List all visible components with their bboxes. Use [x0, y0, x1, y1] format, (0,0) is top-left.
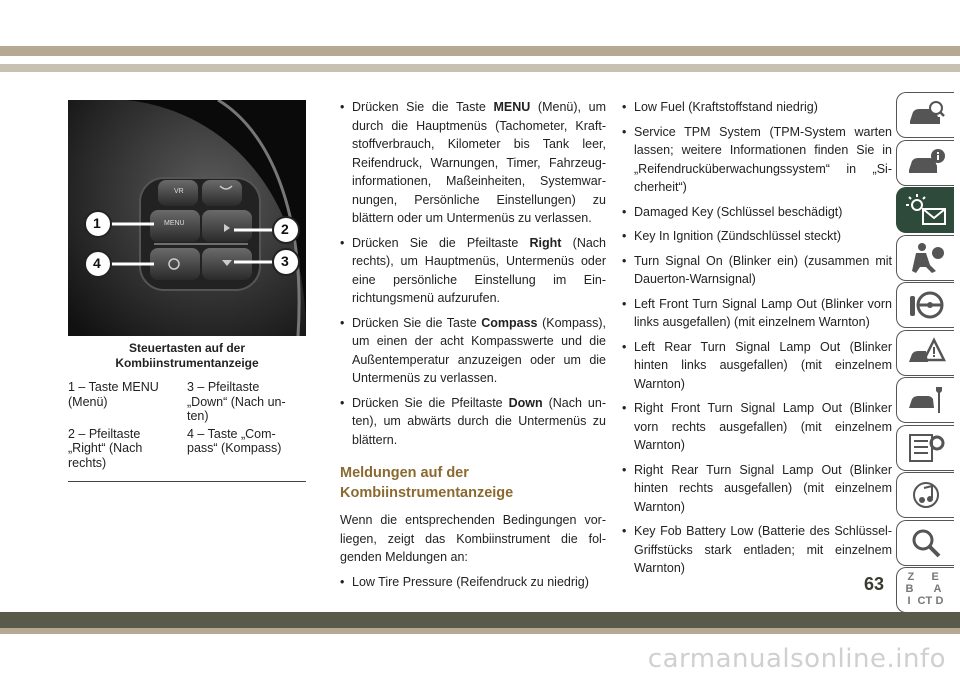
bullet-dot: • [622, 296, 627, 311]
tab-specifications[interactable] [896, 425, 954, 471]
legend-item: 2 – Pfeiltaste „Right“ (Nach rechts) [68, 426, 143, 470]
list-item: • Drücken Sie die Taste MENU (Menü), um durch die Hauptmenüs (Tachometer, Kraft-stoffverbrauch, Kilometer bis Tank leer, Reifendruck, Warnungen, Timer, Fahrzeug-informationen, Maßeinheiten, Systemwar-nungen, Persönliche Einstellungen) zu blättern oder um Untermenüs zu verlassen. [340, 98, 606, 228]
list-item: • Key Fob Battery Low (Batterie des Schlüssel-Griffstücks stark entladen; mit einzelnem Warnton) [622, 522, 892, 578]
bullet-dot: • [622, 100, 627, 114]
top-stripe-light [0, 64, 960, 72]
car-info-icon [906, 147, 946, 179]
legend-item: 3 – Pfeiltaste „Down“ (Nach un-ten) [187, 380, 286, 423]
tab-search[interactable] [896, 520, 954, 566]
list-item: • Service TPM System (TPM-System warten lassen; weitere Informationen finden Sie in „Reifendrucküberwachungssystem“ in „Si-cherheit“) [622, 123, 892, 197]
bottom-stripe-dark [0, 612, 960, 628]
bottom-stripe-light [0, 628, 960, 634]
callout-2: 2 [281, 221, 289, 237]
bullet-dot: • [622, 462, 627, 477]
list-item: • Left Front Turn Signal Lamp Out (Blinker vorn links ausgefallen) (mit einzelnem Warnton) [622, 295, 892, 332]
tab-dashboard-warnings[interactable] [896, 187, 954, 233]
text-column-middle [340, 98, 606, 597]
airbag-person-icon [906, 241, 946, 275]
checklist-gear-icon [906, 431, 946, 465]
bullet-dot: • [622, 204, 627, 219]
car-search-icon [906, 99, 946, 131]
chapter-tabs [896, 92, 954, 615]
bullet-dot: • [622, 124, 627, 139]
car-warning-triangle-icon [906, 336, 946, 370]
list-item: • Right Rear Turn Signal Lamp Out (Blinker hinten rechts ausgefallen) (mit einzelnem Warnton) [622, 461, 892, 517]
list-item: • Key In Ignition (Zündschlüssel steckt) [622, 227, 892, 246]
keyword: MENU [493, 100, 531, 114]
list-item: • Low Fuel (Kraftstoffstand niedrig) [622, 98, 892, 117]
tab-servicing[interactable] [896, 377, 954, 423]
legend-item: 4 – Taste „Com-pass“ (Kompass) [187, 426, 282, 455]
intro-paragraph: Wenn die entsprechenden Bedingungen vor-liegen, zeigt das Kombiinstrument die fol-genden Meldungen an: [340, 513, 606, 564]
vr-button-label: VR [174, 188, 184, 195]
list-item: • Right Front Turn Signal Lamp Out (Blinker vorn rechts ausgefallen) (mit einzelnem Warnton) [622, 399, 892, 455]
figure-caption-title: Steuertasten auf der Kombiinstrumentanzeige [115, 341, 259, 370]
keyword: Down [508, 395, 543, 410]
list-item: • Damaged Key (Schlüssel beschädigt) [622, 203, 892, 222]
menu-button-label: MENU [164, 220, 185, 227]
bullet-dot: • [622, 524, 627, 538]
bullet-dot: • [340, 574, 345, 589]
top-band [0, 0, 960, 52]
bullet-dot: • [622, 253, 627, 268]
tab-car-info[interactable] [896, 140, 954, 186]
steering-wheel-illustration [68, 100, 306, 336]
tab-car-search[interactable] [896, 92, 954, 138]
bullet-dot: • [340, 100, 345, 114]
list-item: • Drücken Sie die Taste Compass (Kompass), um einen der acht Kompasswerte und die Außentemperatur anzuzeigen oder um die Untermenüs zu verlassen. [340, 314, 606, 388]
keyword: Compass [481, 315, 538, 330]
tab-multimedia[interactable] [896, 472, 954, 518]
legend-divider [68, 481, 306, 482]
bullet-dot: • [340, 315, 345, 330]
text-column-right [622, 98, 892, 584]
list-item: • Left Rear Turn Signal Lamp Out (Blinker hinten links ausgefallen) (mit einzelnem Warnton) [622, 338, 892, 394]
tab-safety[interactable] [896, 235, 954, 281]
callout-1: 1 [93, 215, 101, 231]
legend-row [68, 427, 306, 471]
watermark: carmanualsonline.info [647, 644, 946, 674]
music-note-icon [906, 478, 946, 512]
page-number: 63 [864, 574, 885, 594]
tab-emergency[interactable] [896, 330, 954, 376]
steering-wheel-photo [68, 100, 306, 336]
legend-row [68, 380, 306, 424]
car-wrench-icon [906, 383, 946, 417]
tab-starting-driving[interactable] [896, 282, 954, 328]
dashboard-warning-icon [905, 193, 947, 227]
bullet-dot: • [622, 229, 627, 243]
list-item: • Drücken Sie die Pfeiltaste Right (Nach rechts), um Hauptmenüs, Untermenüs oder eine persönliche Einstellung im Ein-richtungsmenü aufzurufen. [340, 234, 606, 308]
legend-item: 1 – Taste MENU (Menü) [68, 380, 159, 409]
keyword: Right [529, 235, 562, 250]
bullet-dot: • [340, 395, 345, 410]
top-stripe [0, 46, 960, 56]
figure-legend [68, 380, 306, 473]
bullet-dot: • [622, 339, 627, 354]
section-heading: Meldungen auf der Kombiinstrumentanzeige [340, 465, 514, 501]
callout-3: 3 [281, 253, 289, 269]
bullet-dot: • [340, 235, 345, 250]
callout-4: 4 [93, 255, 101, 271]
magnifier-icon [906, 526, 946, 560]
bullet-dot: • [622, 401, 627, 415]
tab-index[interactable] [896, 567, 954, 613]
list-item: • Low Tire Pressure (Reifendruck zu niedrig) [340, 573, 606, 592]
alphabet-index-icon: Z E B A I C T D [905, 571, 944, 607]
list-item: • Turn Signal On (Blinker ein) (zusammen mit Dauerton-Warnsignal) [622, 252, 892, 289]
steering-wheel-icon [906, 288, 946, 322]
list-item: • Drücken Sie die Pfeiltaste Down (Nach un-ten), um abwärts durch die Untermenüs zu blättern. [340, 394, 606, 450]
